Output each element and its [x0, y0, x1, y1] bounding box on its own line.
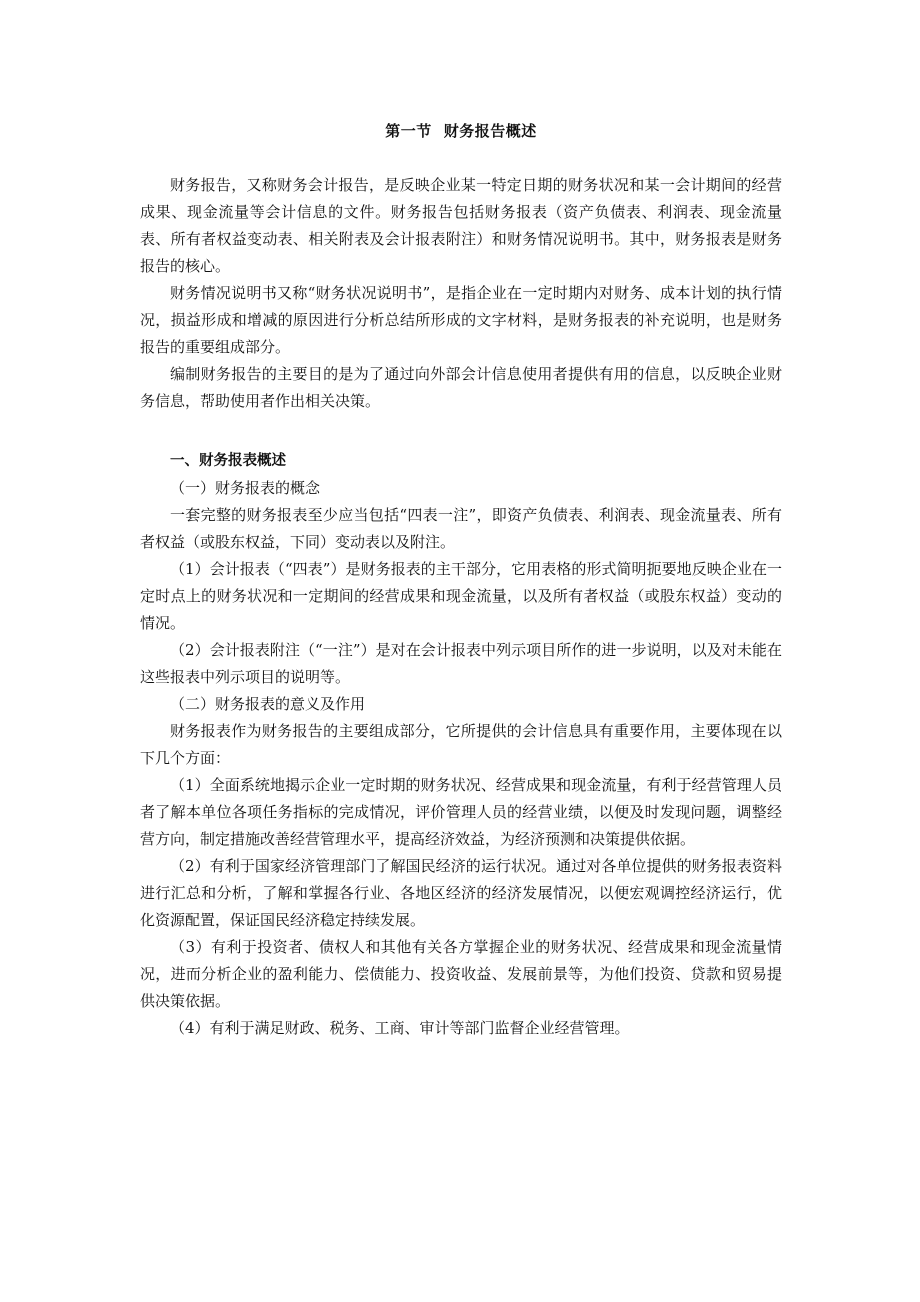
- significance-paragraph-4: （3）有利于投资者、债权人和其他有关各方掌握企业的财务状况、经营成果和现金流量情况，进而分析企业的盈利能力、偿债能力、投资收益、发展前景等，为他们投资、贷款和贸易提供决策依据。: [140, 938, 782, 1010]
- document-page: [140, 118, 782, 1042]
- intro-paragraph-2: 财务情况说明书又称“财务状况说明书”，是指企业在一定时期内对财务、成本计划的执行情况，损益形成和增减的原因进行分析总结所形成的文字材料，是财务报表的补充说明，也是财务报告的重要组成部分。: [140, 284, 782, 356]
- section-title: [140, 118, 782, 144]
- heading-financial-statements-overview: 一、财务报表概述: [170, 453, 286, 469]
- concept-paragraph-3: （2）会计报表附注（“一注”）是对在会计报表中列示项目所作的进一步说明，以及对未能在这些报表中列示项目的说明等。: [140, 641, 782, 686]
- significance-paragraph-2: （1）全面系统地揭示企业一定时期的财务状况、经营成果和现金流量，有利于经营管理人员者了解本单位各项任务指标的完成情况，评价管理人员的经营业绩，以便及时发现问题，调整经营方向，制定措施改善经营管理水平，提高经济效益，为经济预测和决策提供依据。: [140, 776, 782, 848]
- intro-paragraph-3: 编制财务报告的主要目的是为了通过向外部会计信息使用者提供有用的信息，以反映企业财务信息，帮助使用者作出相关决策。: [140, 365, 782, 410]
- concept-paragraph-1: 一套完整的财务报表至少应当包括“四表一注”，即资产负债表、利润表、现金流量表、所有者权益（或股东权益，下同）变动表以及附注。: [140, 506, 782, 551]
- subheading-concept: （一）财务报表的概念: [170, 479, 321, 497]
- significance-paragraph-3: （2）有利于国家经济管理部门了解国民经济的运行状况。通过对各单位提供的财务报表资料进行汇总和分析，了解和掌握各行业、各地区经济的经济发展情况，以便宏观调控经济运行，优化资源配置，保证国民经济稳定持续发展。: [140, 857, 782, 929]
- significance-paragraph-1: 财务报表作为财务报告的主要组成部分，它所提供的会计信息具有重要作用，主要体现在以下几个方面：: [140, 722, 782, 767]
- concept-paragraph-2: （1）会计报表（“四表”）是财务报表的主干部分，它用表格的形式简明扼要地反映企业在一定时点上的财务状况和一定期间的经营成果和现金流量，以及所有者权益（或股东权益）变动的情况。: [140, 560, 782, 632]
- section-name: 财务报告概述: [443, 122, 537, 140]
- intro-paragraph-1: 财务报告，又称财务会计报告，是反映企业某一特定日期的财务状况和某一会计期间的经营成果、现金流量等会计信息的文件。财务报告包括财务报表（资产负债表、利润表、现金流量表、所有者权益变动表、相关附表及会计报表附注）和财务情况说明书。其中，财务报表是财务报告的核心。: [140, 176, 782, 275]
- section-number: 第一节: [385, 122, 432, 140]
- subheading-significance: （二）财务报表的意义及作用: [170, 695, 366, 713]
- significance-paragraph-5: （4）有利于满足财政、税务、工商、审计等部门监督企业经营管理。: [170, 1019, 630, 1037]
